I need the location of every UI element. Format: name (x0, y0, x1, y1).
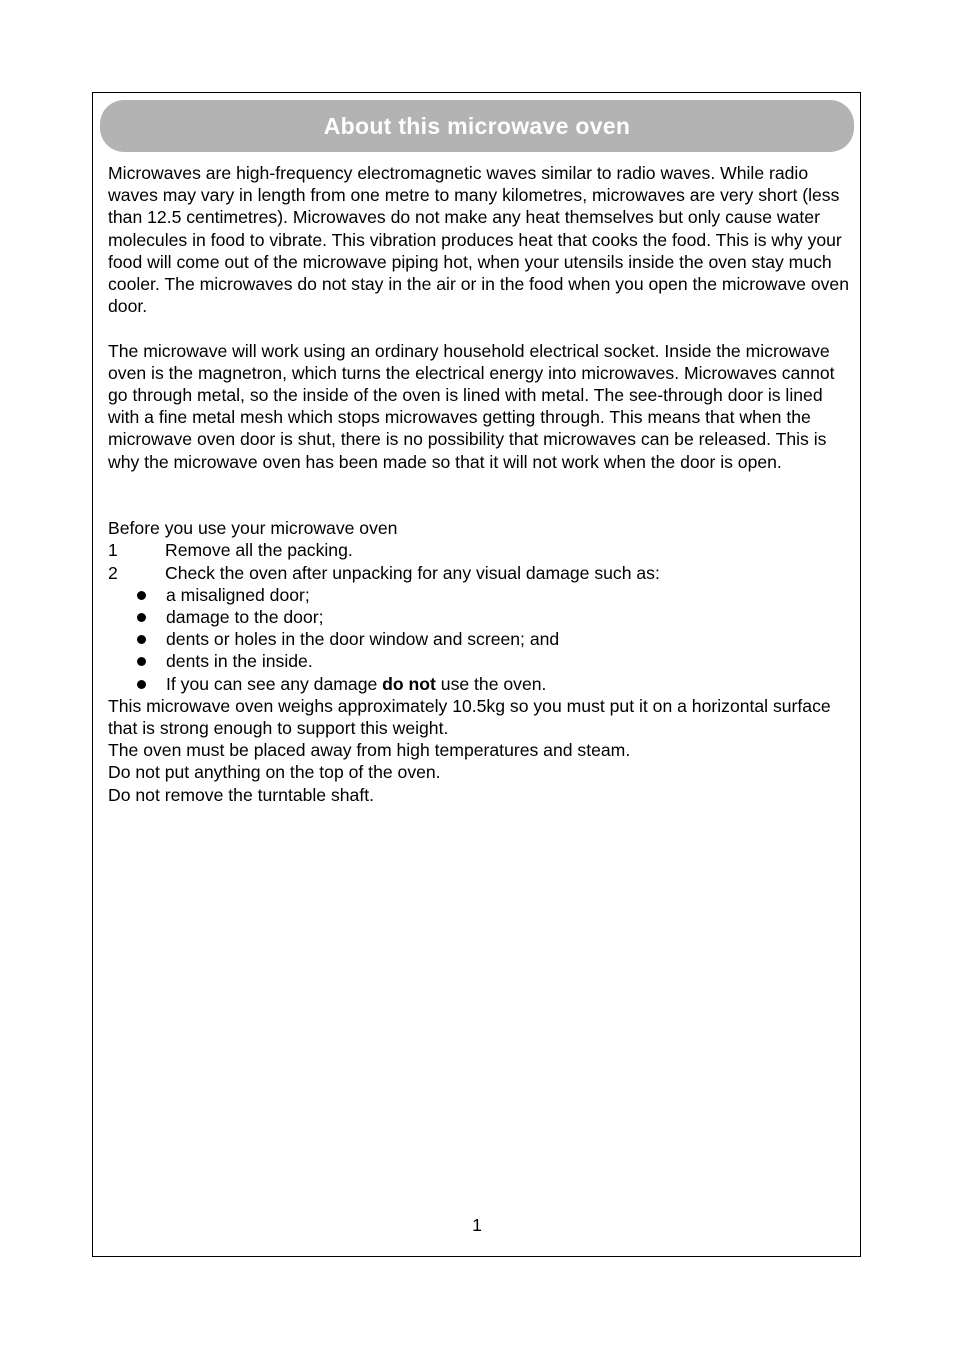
step-number: 2 (108, 562, 118, 583)
step-text: Check the oven after unpacking for any visual damage such as: (165, 562, 660, 583)
page-number: 1 (472, 1215, 482, 1235)
paragraph-spacer (108, 317, 850, 339)
bullet-dot-icon (136, 628, 166, 650)
warning-text (166, 673, 546, 695)
bullet-text: dents in the inside. (166, 651, 313, 672)
bullet-dot-icon (136, 673, 166, 695)
page-title: About this microwave oven (323, 112, 631, 139)
bullet-text: a misaligned door; (166, 584, 310, 605)
warning-text-bold: do not (382, 673, 436, 694)
warning-text-after: use the oven. (435, 673, 547, 694)
bullet-text: dents or holes in the door window and screen; and (166, 629, 560, 650)
turntable-note: Do not remove the turntable shaft. (108, 784, 375, 805)
magnetron-paragraph: The microwave will work using an ordinary household electrical socket. Inside the microwave oven is the magnetron, which turns the electrical energy into microwaves. Microwaves cannot go through metal, so the inside of the oven is lined with metal. The see-through door is lined with a fine metal mesh which stops microwaves getting through. This means that when the microwave oven door is shut, there is no possibility that microwaves can be released. This is why the microwave oven has been made so that it will not work when the door is open. (108, 340, 835, 472)
damage-bullet-item (108, 606, 850, 628)
before-use-heading: Before you use your microwave oven (108, 518, 398, 539)
damage-bullet-item (108, 584, 850, 606)
warning-bullet-item (108, 673, 850, 695)
bullet-text: damage to the door; (166, 607, 324, 628)
step-text: Remove all the packing. (165, 540, 353, 561)
section-spacer (108, 473, 850, 517)
step-item (108, 562, 850, 584)
intro-paragraph: Microwaves are high-frequency electromagnetic waves similar to radio waves. While radio waves may vary in length from one metre to many kilometres, microwaves are very short (less than 12.5 centimetres). Microwaves do not make any heat themselves but only cause water molecules in food to vibrate. This vibration produces heat that cooks the food. This is why your food will come out of the microwave piping hot, when your utensils inside the oven stay much cooler. The microwaves do not stay in the air or in the food when you open the microwave oven door. (108, 163, 849, 317)
page-content (108, 162, 850, 806)
top-note: Do not put anything on the top of the oven. (108, 762, 441, 783)
damage-bullet-item (108, 628, 850, 650)
bullet-dot-icon (136, 650, 166, 672)
step-number: 1 (108, 540, 118, 561)
bullet-dot-icon (136, 584, 166, 606)
weight-note: This microwave oven weighs approximately 10.5kg so you must put it on a horizontal surface that is strong enough to support this weight. (108, 695, 831, 739)
placement-note: The oven must be placed away from high temperatures and steam. (108, 740, 631, 761)
step-item (108, 539, 850, 561)
bullet-dot-icon (136, 606, 166, 628)
warning-text-before: If you can see any damage (166, 673, 383, 694)
damage-bullet-item (108, 650, 850, 672)
title-banner (100, 100, 854, 152)
